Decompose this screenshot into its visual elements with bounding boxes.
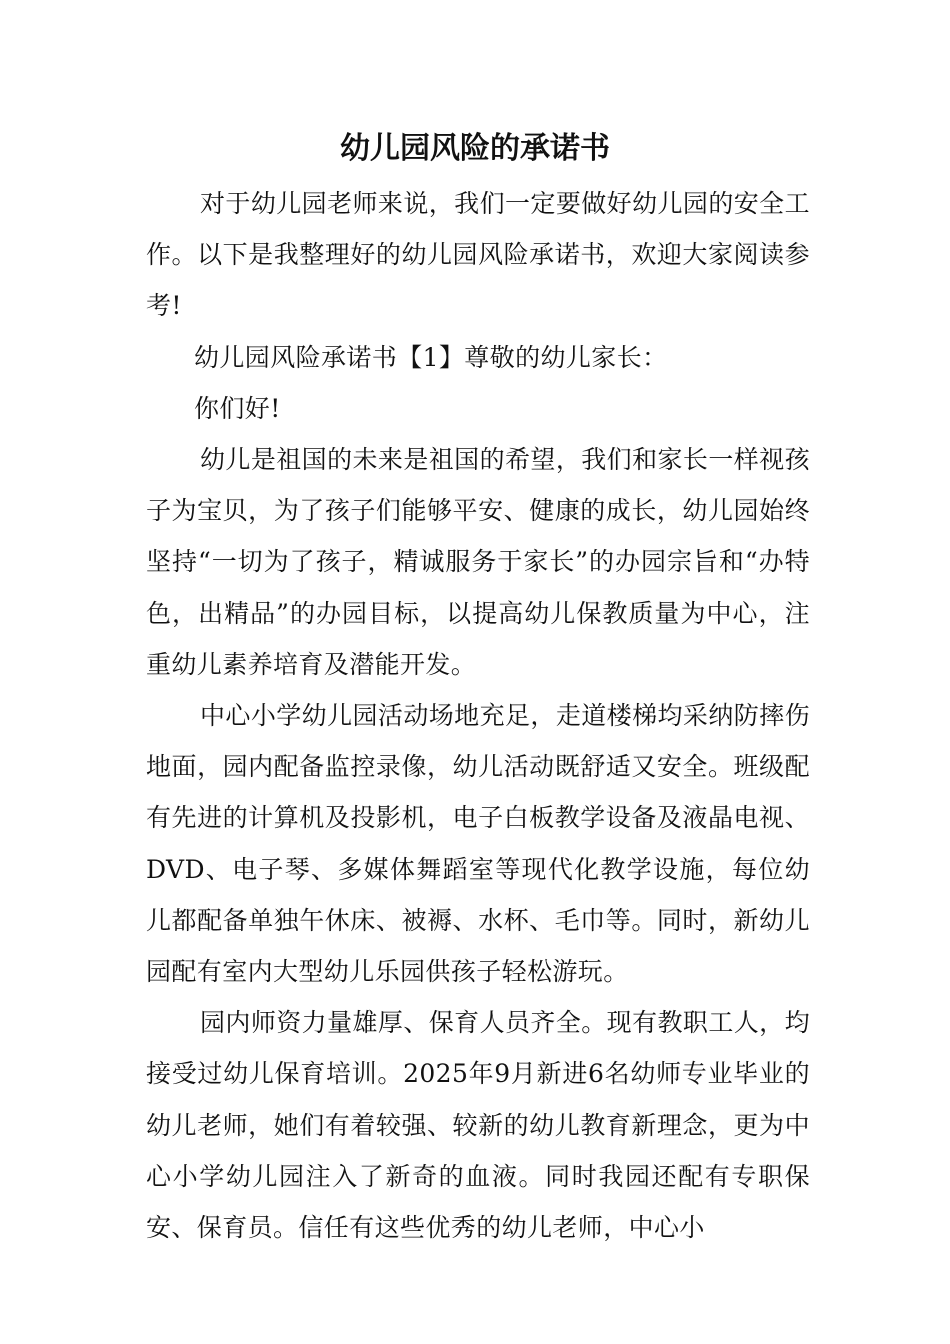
body-paragraph: 幼儿是祖国的未来是祖国的希望，我们和家长一样视孩子为宝贝，为了孩子们能够平安、健康的成长，幼儿园始终坚持“一切为了孩子，精诚服务于家长”的办园宗旨和“办特色，出精品”的办园目标，以提高幼儿保教质量为中心，注重幼儿素养培育及潜能开发。 (146, 445, 810, 679)
body-paragraph: 园内师资力量雄厚、保育人员齐全。现有教职工人，均接受过幼儿保育培训。2025年9月新进6名幼师专业毕业的幼儿老师，她们有着较强、较新的幼儿教育新理念，更为中心小学幼儿园注入了新奇的血液。同时我园还配有专职保安、保育员。信任有这些优秀的幼儿老师，中心小 (146, 1008, 810, 1243)
body-paragraph: 中心小学幼儿园活动场地充足，走道楼梯均采纳防摔伤地面，园内配备监控录像，幼儿活动既舒适又安全。班级配有先进的计算机及投影机，电子白板教学设备及液晶电视、DVD、电子琴、多媒体舞蹈室等现代化教学设施，每位幼儿都配备单独午休床、被褥、水杯、毛巾等。同时，新幼儿园配有室内大型幼儿乐园供孩子轻松游玩。 (146, 701, 810, 987)
document-title: 幼儿园风险的承诺书 (340, 131, 610, 166)
intro-paragraph: 对于幼儿园老师来说，我们一定要做好幼儿园的安全工作。以下是我整理好的幼儿园风险承诺书，欢迎大家阅读参考! (146, 189, 810, 321)
greeting-paragraph: 你们好! (194, 393, 281, 423)
letter-heading-paragraph: 幼儿园风险承诺书【1】尊敬的幼儿家长： (194, 342, 668, 372)
document-body (146, 178, 810, 1253)
